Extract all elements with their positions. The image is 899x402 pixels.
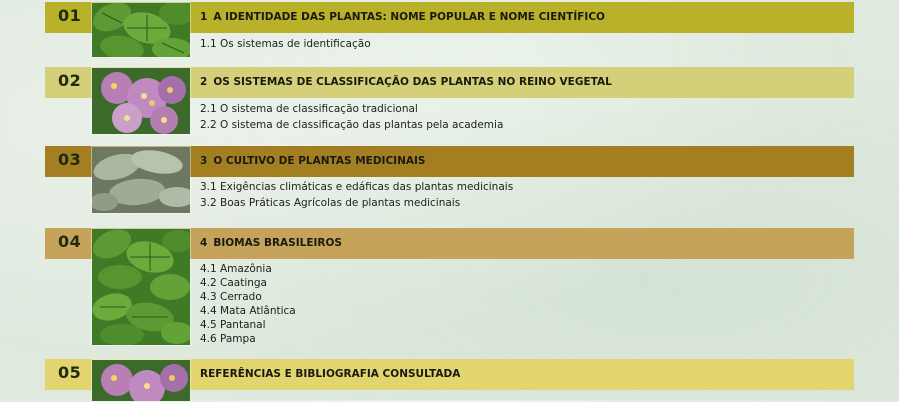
list-item: 4.3 Cerrado bbox=[200, 291, 262, 303]
section-title: 1 A IDENTIDADE DAS PLANTAS: NOME POPULAR E NOME CIENTÍFICO bbox=[200, 11, 605, 23]
list-item: 4.2 Caatinga bbox=[200, 277, 267, 289]
list-item: 3.2 Boas Práticas Agrícolas de plantas medicinais bbox=[200, 197, 461, 209]
list-item: 1.1 Os sistemas de identificação bbox=[200, 38, 371, 50]
section-number: 05 bbox=[58, 363, 82, 382]
section-title: REFERÊNCIAS E BIBLIOGRAFIA CONSULTADA bbox=[200, 368, 461, 380]
lantana-flowers-image bbox=[91, 67, 191, 135]
list-item: 4.5 Pantanal bbox=[200, 319, 266, 331]
mint-leaves-image bbox=[91, 228, 191, 346]
list-item: 4.6 Pampa bbox=[200, 333, 256, 345]
section-title: 2 OS SISTEMAS DE CLASSIFICAÇÃO DAS PLANTAS NO REINO VEGETAL bbox=[200, 76, 612, 88]
mint-leaves-image bbox=[91, 2, 191, 58]
list-item: 2.1 O sistema de classificação tradicional bbox=[200, 103, 418, 115]
section-number: 04 bbox=[58, 232, 82, 251]
lantana-flowers-image bbox=[91, 359, 191, 402]
list-item: 4.4 Mata Atlântica bbox=[200, 305, 296, 317]
list-item: 4.1 Amazônia bbox=[200, 263, 272, 275]
section-number: 02 bbox=[58, 71, 82, 90]
section-number: 03 bbox=[58, 150, 82, 169]
section-number: 01 bbox=[58, 6, 82, 25]
list-item: 2.2 O sistema de classificação das plantas pela academia bbox=[200, 119, 504, 131]
list-item: 3.1 Exigências climáticas e edáficas das plantas medicinais bbox=[200, 181, 514, 193]
section-title: 4 BIOMAS BRASILEIROS bbox=[200, 237, 342, 249]
section-title: 3 O CULTIVO DE PLANTAS MEDICINAIS bbox=[200, 155, 426, 167]
sage-leaves-image bbox=[91, 146, 191, 214]
